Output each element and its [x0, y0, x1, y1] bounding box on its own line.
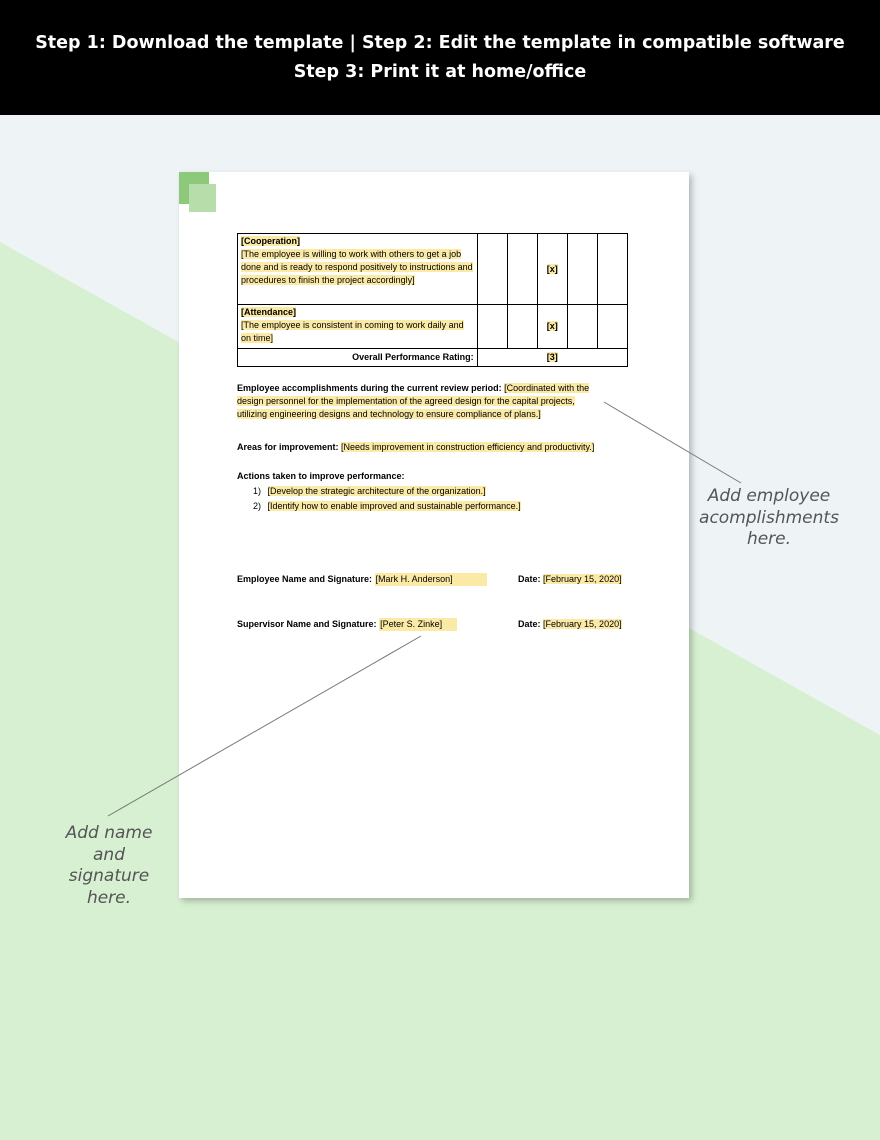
accomplishments-value: utilizing engineering designs and technology to ensure compliance of plans.]: [237, 409, 541, 419]
employee-date-value: [February 15, 2020]: [543, 574, 622, 584]
supervisor-name-value: [Peter S. Zinke]: [379, 618, 457, 631]
date-label: Date:: [518, 574, 541, 584]
callout-line: here.: [86, 887, 132, 908]
criteria-title: [Attendance]: [241, 307, 297, 317]
list-number: 2): [253, 501, 262, 511]
callout-line: here.: [746, 529, 792, 549]
accomplishments-callout: [680, 486, 858, 551]
accomplishments-value: [Coordinated with the: [504, 383, 590, 393]
banner-line-2: Step 3: Print it at home/office: [293, 62, 587, 82]
improvement-value: [Needs improvement in construction efficiency and productivity.]: [341, 442, 595, 452]
action-text: [Identify how to enable improved and sustainable performance.]: [267, 501, 521, 511]
action-text: [Develop the strategic architecture of the organization.]: [267, 486, 486, 496]
callout-line: and: [93, 844, 125, 865]
supervisor-signature-label: Supervisor Name and Signature:: [237, 619, 377, 629]
score-mark: [x]: [546, 321, 558, 331]
overall-rating-label: Overall Performance Rating:: [238, 349, 478, 367]
callout-line: Add employee: [707, 486, 831, 506]
employee-signature-label: Employee Name and Signature:: [237, 574, 373, 584]
signature-callout: [40, 823, 178, 909]
supervisor-date-value: [February 15, 2020]: [543, 619, 622, 629]
criteria-description: [The employee is willing to work with others to get a job done and is ready to respond positively to instructions and procedures to finish the project accordingly]: [241, 249, 473, 285]
callout-line: signature: [68, 866, 150, 886]
date-label: Date:: [518, 619, 541, 629]
actions-label: Actions taken to improve performance:: [237, 471, 405, 481]
employee-name-value: [Mark H. Anderson]: [375, 573, 487, 586]
criteria-title: [Cooperation]: [241, 236, 300, 246]
accomplishments-pointer-line: [604, 402, 741, 483]
callout-line: Add name: [65, 823, 153, 843]
list-number: 1): [253, 486, 262, 496]
banner-line-1: Step 1: Download the template | Step 2: Edit the template in compatible software: [35, 33, 845, 53]
score-mark: [x]: [546, 263, 558, 274]
overall-rating-value: [3]: [546, 352, 558, 362]
signature-pointer-line: [108, 636, 421, 816]
callout-line: acomplishments: [699, 507, 839, 528]
improvement-label: Areas for improvement:: [237, 442, 339, 452]
accomplishments-value: design personnel for the implementation of the agreed design for the capital projects,: [237, 396, 575, 406]
criteria-description: [The employee is consistent in coming to work daily and on time]: [241, 320, 464, 343]
accomplishments-label: Employee accomplishments during the current review period:: [237, 383, 502, 393]
